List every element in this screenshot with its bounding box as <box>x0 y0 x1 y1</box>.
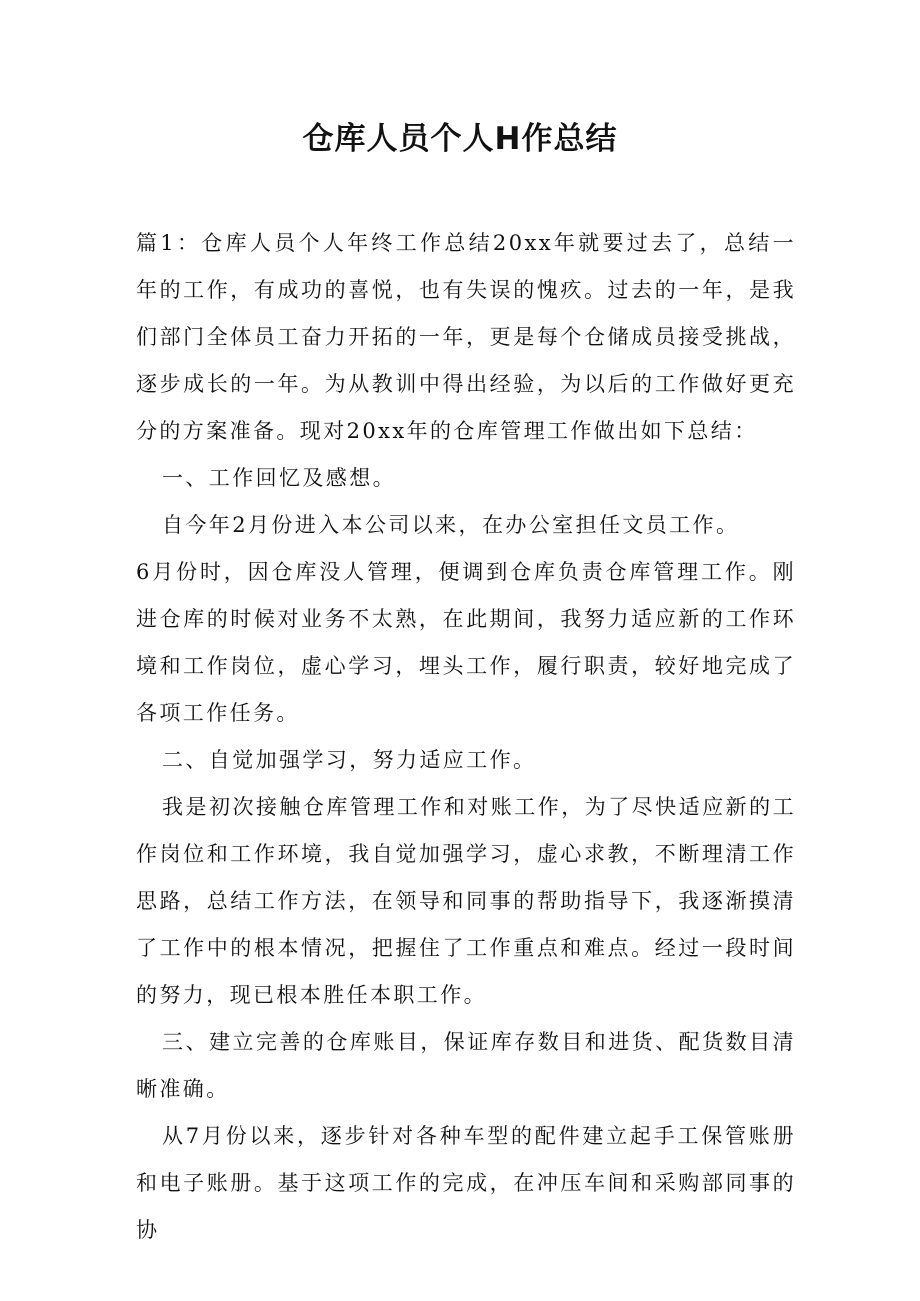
document-body <box>136 220 796 1254</box>
paragraph-3: 从7月份以来，逐步针对各种车型的配件建立起手工保管账册和电子账册。基于这项工作的完成，在冲压车间和采购部同事的协 <box>136 1124 796 1242</box>
paragraph-1a: 自今年2月份进入本公司以来，在办公室担任文员工作。 <box>162 513 740 537</box>
paragraph-intro: 篇1：仓库人员个人年终工作总结20xx年就要过去了，总结一年的工作，有成功的喜悦，也有失误的愧疚。过去的一年，是我们部门全体员工奋力开拓的一年，更是每个仓储成员接受挑战，逐步成长的一年。为从教训中得出经验，为以后的工作做好更充分的方案准备。现对20xx年的仓库管理工作做出如下总结： <box>136 231 796 443</box>
paragraph-2: 我是初次接触仓库管理工作和对账工作，为了尽快适应新的工作岗位和工作环境，我自觉加强学习，虚心求教，不断理清工作思路，总结工作方法，在领导和同事的帮助指导下，我逐渐摸清了工作中的根本情况，把握住了工作重点和难点。经过一段时间的努力，现已根本胜任本职工作。 <box>136 795 796 1007</box>
paragraph-1b: 6月份时，因仓库没人管理，便调到仓库负责仓库管理工作。刚进仓库的时候对业务不太熟，在此期间，我努力适应新的工作环境和工作岗位，虚心学习，埋头工作，履行职责，较好地完成了各项工作任务。 <box>136 560 796 725</box>
section-heading-3: 三、建立完善的仓库账目，保证库存数目和进货、配货数目清晰准确。 <box>136 1030 796 1101</box>
section-heading-2: 二、自觉加强学习，努力适应工作。 <box>162 748 537 772</box>
document-title: 仓库人员个人H作总结 <box>302 121 618 157</box>
section-heading-1: 一、工作回忆及感想。 <box>162 466 396 490</box>
